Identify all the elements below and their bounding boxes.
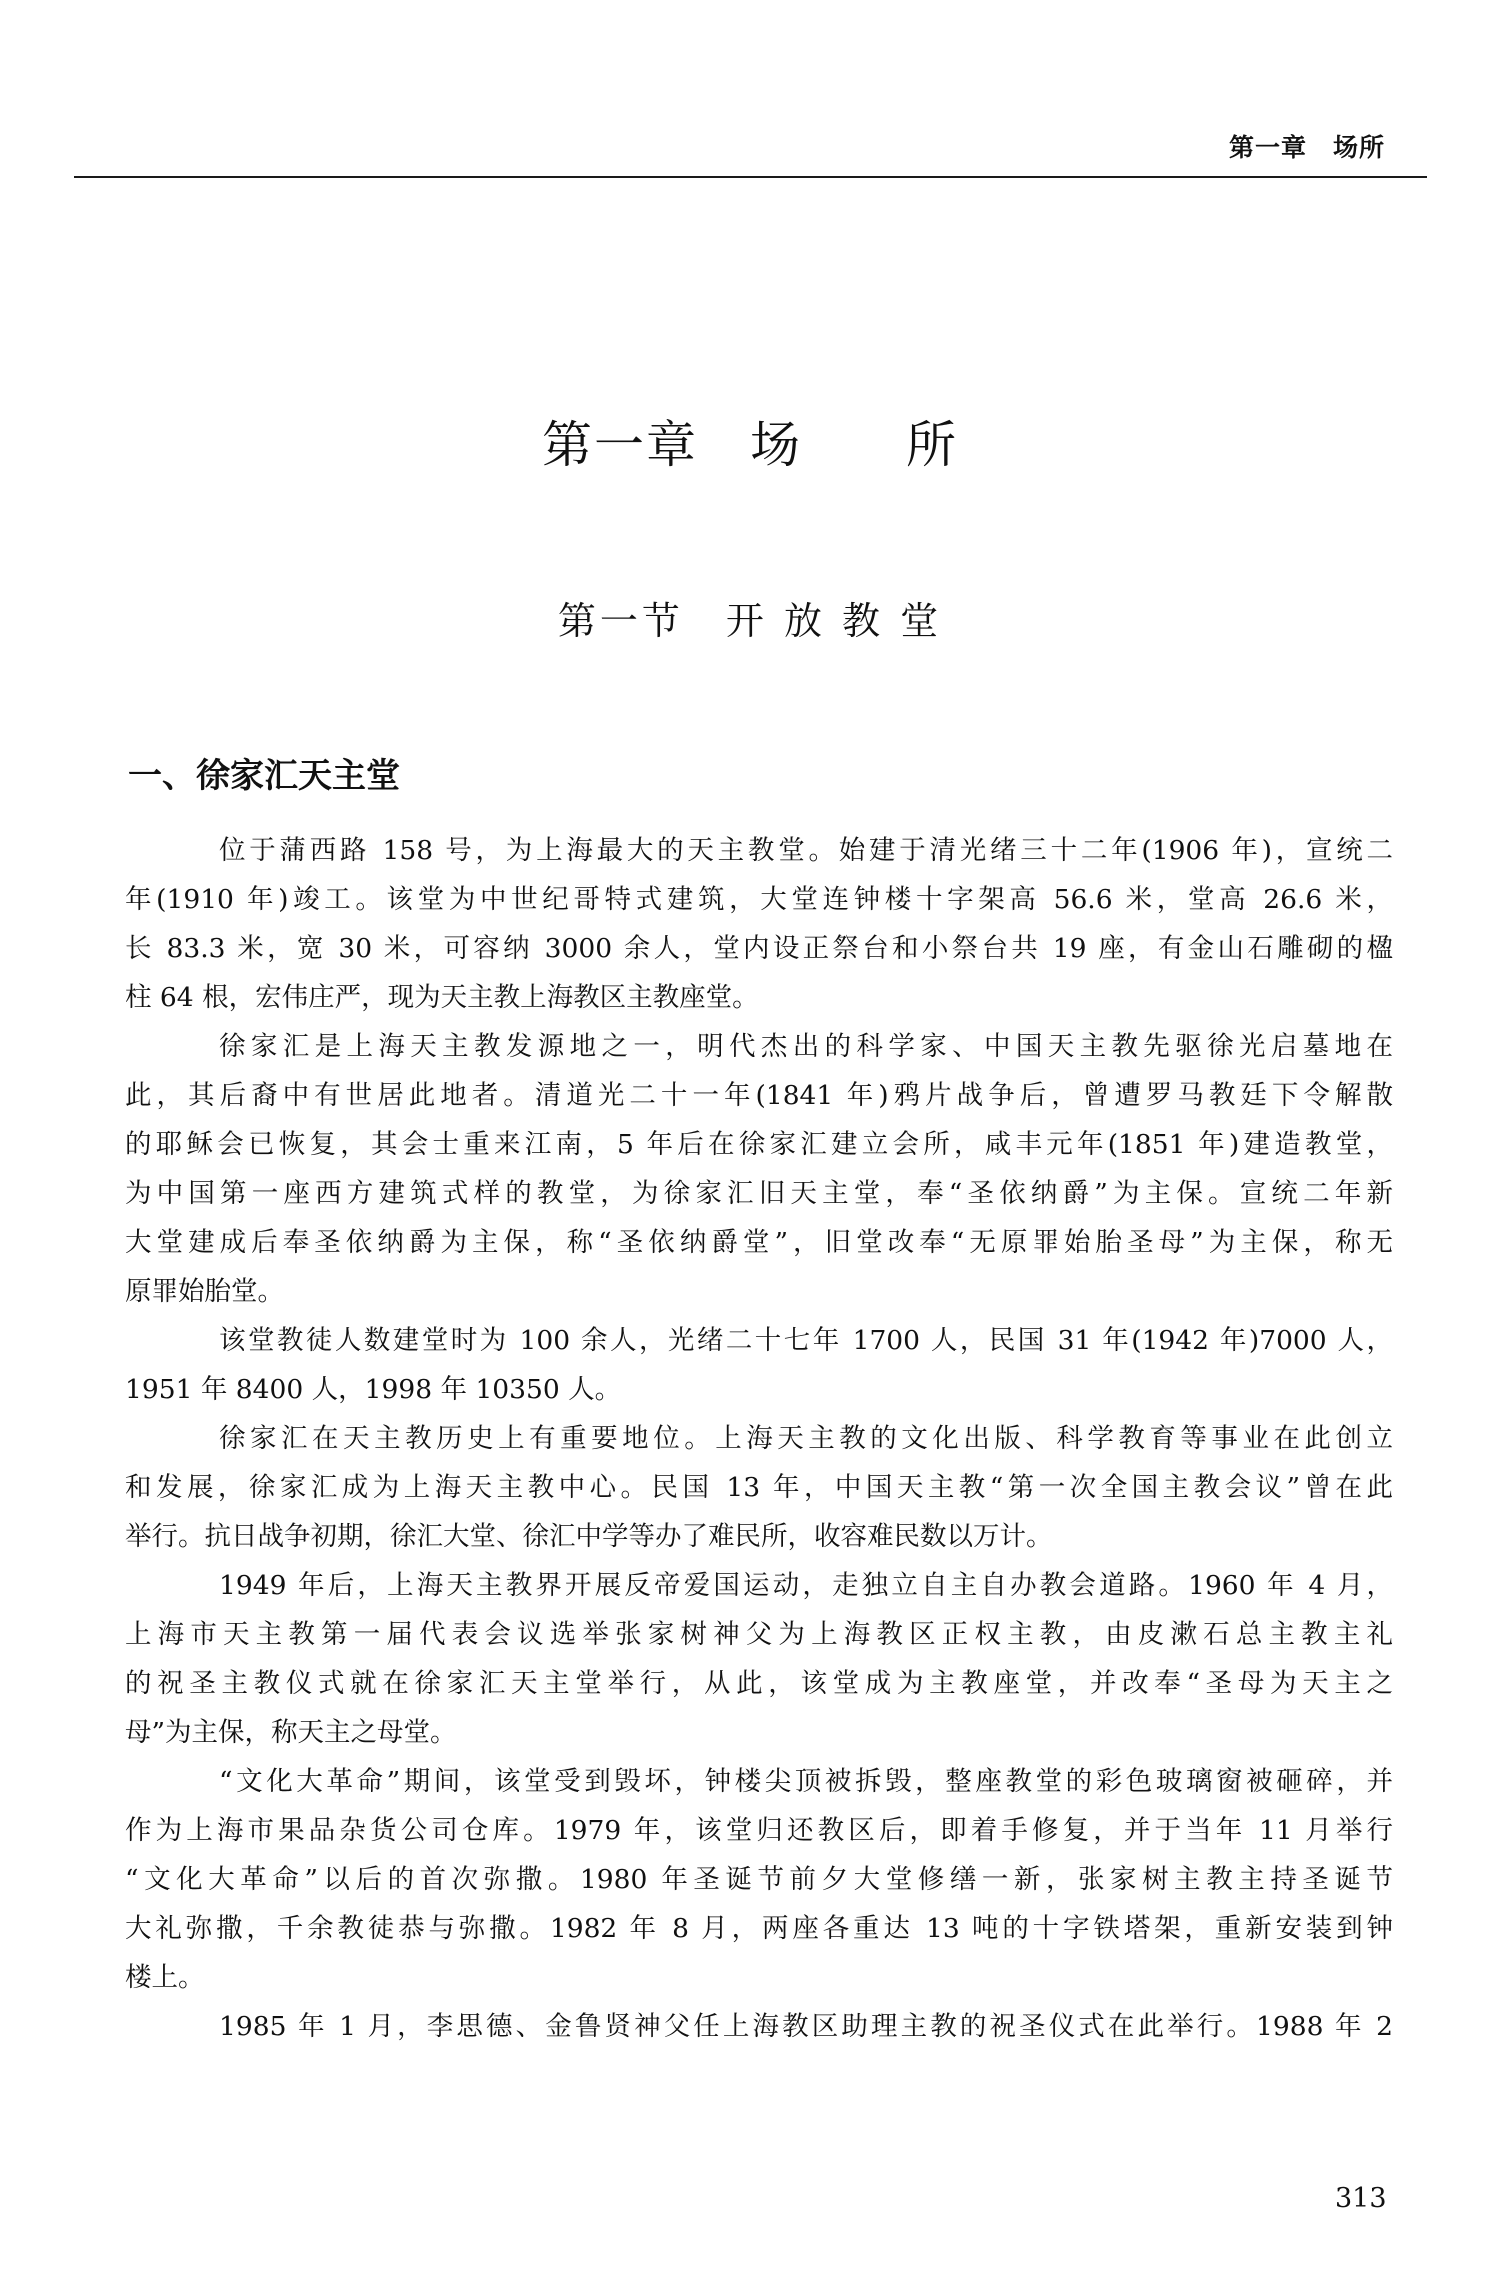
text-line: 举行。抗日战争初期，徐汇大堂、徐汇中学等办了难民所，收容难民数以万计。	[125, 1521, 1053, 1552]
text-line: 1949 年后，上海天主教界开展反帝爱国运动，走独立自主自办教会道路。1960 年 4 月，	[219, 1570, 1393, 1601]
text-line: 的祝圣主教仪式就在徐家汇天主堂举行，从此，该堂成为主教座堂，并改奉“圣母为天主之	[125, 1668, 1393, 1699]
text-line: 此，其后裔中有世居此地者。清道光二十一年(1841 年)鸦片战争后，曾遭罗马教廷下令解散	[125, 1080, 1393, 1111]
text-line: 该堂教徒人数建堂时为 100 余人，光绪二十七年 1700 人，民国 31 年(1942 年)7000 人，	[219, 1325, 1393, 1356]
paragraph	[125, 2002, 1393, 2051]
page-number: 313	[1335, 2183, 1387, 2214]
text-line: 和发展，徐家汇成为上海天主教中心。民国 13 年，中国天主教“第一次全国主教会议”曾在此	[125, 1472, 1393, 1503]
text-line: 大堂建成后奉圣依纳爵为主保，称“圣依纳爵堂”，旧堂改奉“无原罪始胎圣母”为主保，称无	[125, 1227, 1393, 1258]
paragraph	[125, 826, 1393, 1022]
section-title: 第一节 开 放 教 堂	[557, 599, 943, 643]
paragraph	[125, 1316, 1393, 1414]
text-line: 年(1910 年)竣工。该堂为中世纪哥特式建筑，大堂连钟楼十字架高 56.6 米，堂高 26.6 米，	[125, 884, 1393, 915]
text-line: 徐家汇在天主教历史上有重要地位。上海天主教的文化出版、科学教育等事业在此创立	[219, 1423, 1393, 1454]
text-line: 为中国第一座西方建筑式样的教堂，为徐家汇旧天主堂，奉“圣依纳爵”为主保。宣统二年新	[125, 1178, 1393, 1209]
running-head: 第一章 场所	[1228, 133, 1385, 162]
paragraph	[125, 1757, 1393, 2002]
paragraph	[125, 1414, 1393, 1561]
sub-heading: 一、徐家汇天主堂	[128, 756, 400, 796]
text-line: 徐家汇是上海天主教发源地之一，明代杰出的科学家、中国天主教先驱徐光启墓地在	[219, 1031, 1393, 1062]
text-line: 1985 年 1 月，李思德、金鲁贤神父任上海教区助理主教的祝圣仪式在此举行。1988 年 2	[219, 2011, 1393, 2042]
text-line: 柱 64 根，宏伟庄严，现为天主教上海教区主教座堂。	[125, 982, 759, 1013]
text-line: 原罪始胎堂。	[125, 1276, 284, 1307]
text-line: 楼上。	[125, 1962, 205, 1993]
text-line: “文化大革命”期间，该堂受到毁坏，钟楼尖顶被拆毁，整座教堂的彩色玻璃窗被砸碎，并	[219, 1766, 1393, 1797]
body-text	[125, 826, 1393, 2051]
text-line: 的耶稣会已恢复，其会士重来江南，5 年后在徐家汇建立会所，咸丰元年(1851 年)建造教堂，	[125, 1129, 1393, 1160]
paragraph	[125, 1022, 1393, 1316]
text-line: 大礼弥撒，千余教徒恭与弥撒。1982 年 8 月，两座各重达 13 吨的十字铁塔架，重新安装到钟	[125, 1913, 1393, 1944]
text-line: 长 83.3 米，宽 30 米，可容纳 3000 余人，堂内设正祭台和小祭台共 19 座，有金山石雕砌的楹	[125, 933, 1393, 964]
header-rule	[74, 176, 1427, 178]
text-line: 1951 年 8400 人，1998 年 10350 人。	[125, 1374, 622, 1405]
text-line: 母”为主保，称天主之母堂。	[125, 1717, 457, 1748]
text-line: 上海市天主教第一届代表会议选举张家树神父为上海教区正权主教，由皮漱石总主教主礼	[125, 1619, 1393, 1650]
paragraph	[125, 1561, 1393, 1757]
chapter-title: 第一章 场 所	[542, 416, 958, 474]
text-line: 作为上海市果品杂货公司仓库。1979 年，该堂归还教区后，即着手修复，并于当年 11 月举行	[125, 1815, 1393, 1846]
text-line: 位于蒲西路 158 号，为上海最大的天主教堂。始建于清光绪三十二年(1906 年)，宣统二	[219, 835, 1393, 866]
text-line: “文化大革命”以后的首次弥撒。1980 年圣诞节前夕大堂修缮一新，张家树主教主持圣诞节	[125, 1864, 1393, 1895]
